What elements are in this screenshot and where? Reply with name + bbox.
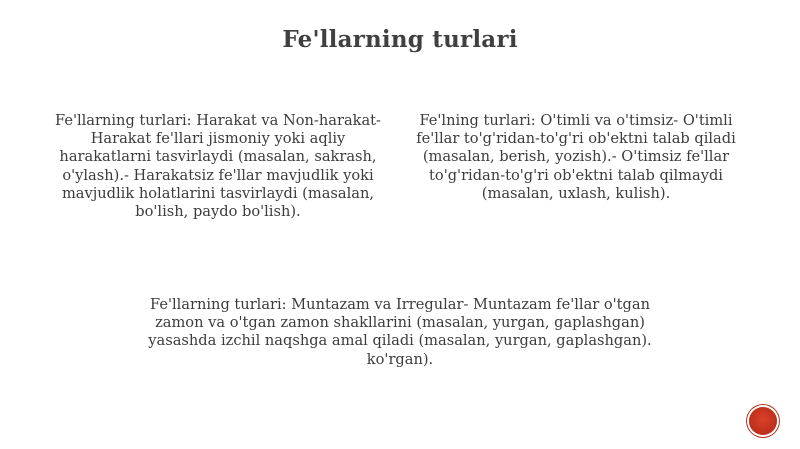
slide-title: Fe'llarning turlari: [282, 26, 518, 53]
next-slide-button[interactable]: [749, 407, 777, 435]
text-block-action-verbs: Fe'llarning turlari: Harakat va Non-harakat- Harakat fe'llari jismoniy yoki aqliy harakatlarni tasvirlaydi (masalan, sakrash, o'ylash).- Harakatsiz fe'llar mavjudlik yoki mavjudlik holatlarini tasvirlaydi (masalan, bo'lish, paydo bo'lish).: [55, 112, 381, 221]
text-block-transitive-verbs: Fe'lning turlari: O'timli va o'timsiz- O'timli fe'llar to'g'ridan-to'g'ri ob'ektni talab qiladi (masalan, berish, yozish).- O'timsiz fe'llar to'g'ridan-to'g'ri ob'ektni talab qilmaydi (masalan, uxlash, kulish).: [416, 112, 736, 202]
text-block-regular-verbs: Fe'llarning turlari: Muntazam va Irregular- Muntazam fe'llar o'tgan zamon va o'tgan zamon shakllarini (masalan, yurgan, gaplashgan) yasashda izchil naqshga amal qiladi (masalan, yurgan, gaplashgan). ko'rgan).: [148, 296, 652, 368]
